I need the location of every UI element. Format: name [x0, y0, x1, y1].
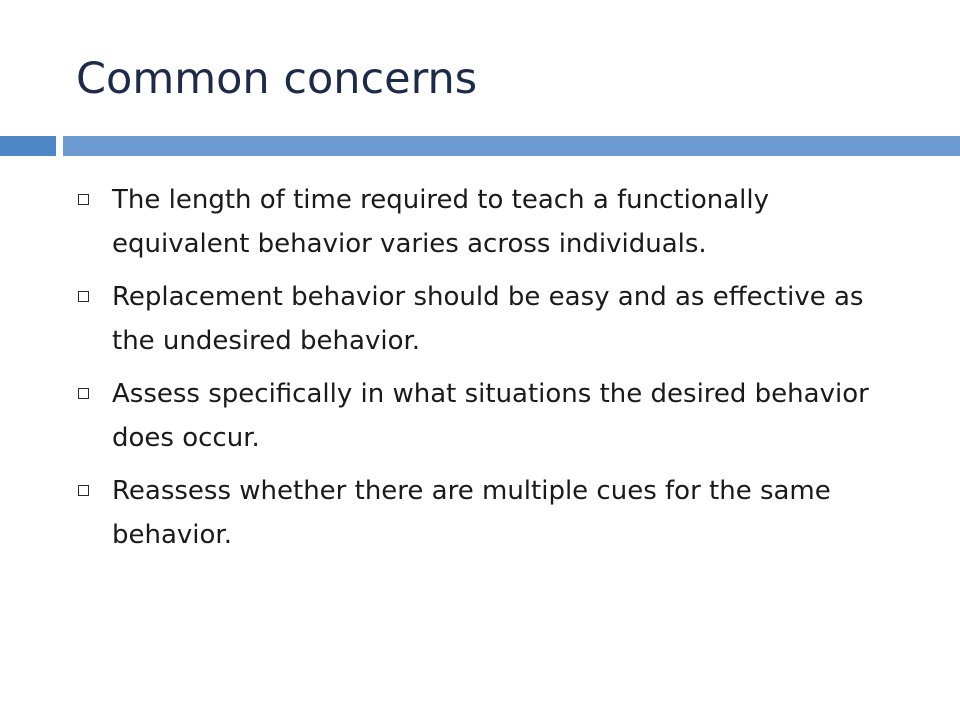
bullet-item	[76, 469, 876, 557]
hollow-square-icon	[78, 485, 89, 496]
bullet-item	[76, 275, 876, 363]
hollow-square-icon	[78, 388, 89, 399]
hollow-square-icon	[78, 194, 89, 205]
title-accent-bar-right	[63, 136, 960, 156]
bullet-text: The length of time required to teach a functionally equivalent behavior varies across individuals.	[112, 185, 769, 259]
bullet-text: Replacement behavior should be easy and as effective as the undesired behavior.	[112, 282, 864, 356]
bullet-text: Reassess whether there are multiple cues for the same behavior.	[112, 476, 831, 550]
bullet-list	[76, 178, 876, 566]
bullet-item	[76, 372, 876, 460]
slide-title: Common concerns	[76, 54, 478, 104]
bullet-item	[76, 178, 876, 266]
title-accent-bar-left	[0, 136, 56, 156]
bullet-text: Assess specifically in what situations the desired behavior does occur.	[112, 379, 869, 453]
hollow-square-icon	[78, 291, 89, 302]
